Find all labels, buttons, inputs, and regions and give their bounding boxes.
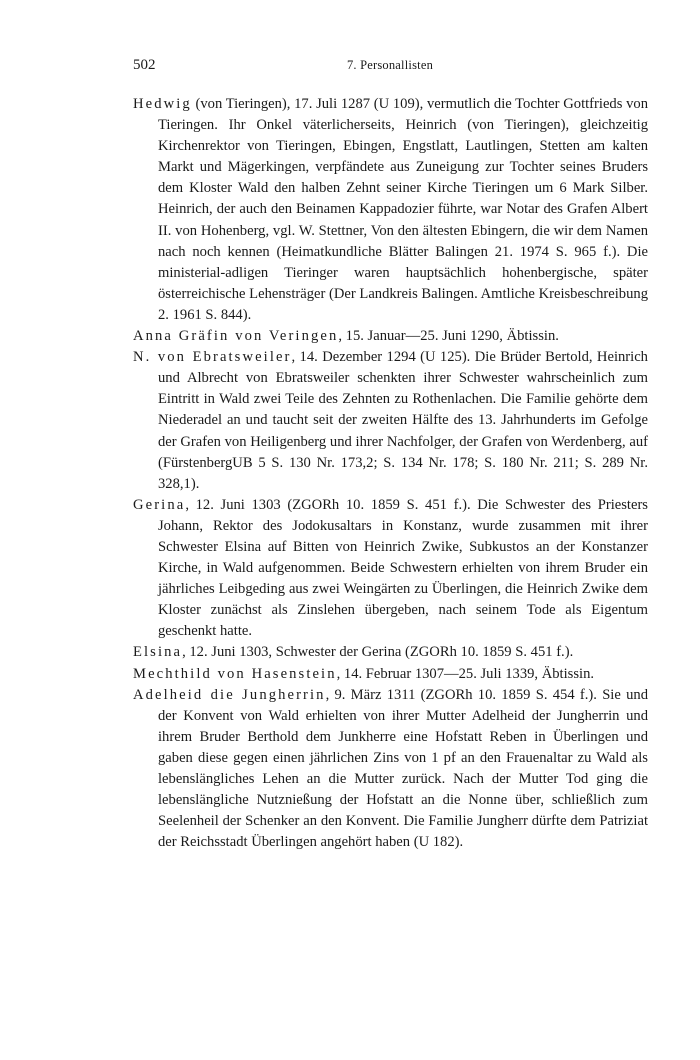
entry-text: , 15. Januar—25. Juni 1290, Äbtissin. <box>338 328 559 345</box>
entry-name: Adelheid die Jungherrin <box>133 686 326 703</box>
entry-text: (von Tieringen), 17. Juli 1287 (U 109), vermutlich die Tochter Gottfrieds von Tieringen. Ihr Onkel väterlicherseits, Heinrich (von Tieringen), gleichzeitig Kirchenrektor von Tieringen, Ebingen, Engstlatt, Lautlingen, Stetten am kalten Markt und Mägerkingen, verpfändete aus Zuneigung zur Tochter seines Bruders dem Kloster Wald den halben Zehnt seiner Kirche Tieringen um 6 Mark Silber. Heinrich, der auch den Beinamen Kappadozier führte, war Notar des Grafen Albert II. von Hohenberg, vgl. W. Stettner, Von den ältesten Ebingern, die wir dem Namen nach noch kennen (Heimatkundliche Blätter Balingen 21. 1974 S. 965 f.). Die ministerial-adligen Tieringer waren hauptsächlich hohenbergische, später österreichische Lehensträger (Der Landkreis Balingen. Amtliche Kreisbeschreibung 2. 1961 S. 844). <box>158 96 648 323</box>
entry-mechthild <box>133 664 648 685</box>
entry-elsina <box>133 642 648 663</box>
entry-n-von-ebratsweiler <box>133 347 648 495</box>
entry-text: , 14. Dezember 1294 (U 125). Die Brüder Bertold, Heinrich und Albrecht von Ebratsweiler schenkten ihrer Schwester wahrscheinlich zum Eintritt in Wald zwei Teile des Zehnten zu Rothenlachen. Die Familie gehörte dem Niederadel an und taucht seit der zweiten Hälfte des 13. Jahrhunderts im Gefolge der Grafen von Heiligenberg und ihrer Nachfolger, der Grafen von Werdenberg, auf (FürstenbergUB 5 S. 130 Nr. 173,2; S. 134 Nr. 178; S. 180 Nr. 211; S. 289 Nr. 328,1). <box>158 349 648 492</box>
entry-name: Anna Gräfin von Veringen <box>133 328 339 345</box>
entry-text: , 12. Juni 1303 (ZGORh 10. 1859 S. 451 f.). Die Schwester des Priesters Johann, Rektor des Jodokusaltars in Konstanz, wurde zusammen mit ihrer Schwester Elsina auf Bitten von Heinrich Zwike, Subkustos an der Konstanzer Kirche, in Wald aufgenommen. Beide Schwestern erhielten von ihrem Bruder ein jährliches Leibgeding aus zwei Weingärten zu Überlingen, die Heinrich Zwike dem Kloster zunächst als Zinslehen übergeben, nach seinem Tode als Eigentum geschenkt hatte. <box>158 496 648 640</box>
entry-gerina <box>133 495 648 643</box>
entry-name: N. von Ebratsweiler <box>133 349 292 366</box>
entry-text: , 12. Juni 1303, Schwester der Gerina (ZGORh 10. 1859 S. 451 f.). <box>182 644 574 661</box>
page-number: 502 <box>133 57 156 73</box>
entry-name: Mechthild von Hasenstein <box>133 665 337 682</box>
page-header <box>133 57 647 79</box>
entry-hedwig <box>133 94 648 326</box>
entry-adelheid <box>133 685 648 854</box>
entry-name: Hedwig <box>133 96 192 112</box>
entry-text: , 14. Februar 1307—25. Juli 1339, Äbtissin. <box>336 665 595 682</box>
running-head: 7. Personallisten <box>346 58 434 72</box>
entry-text: , 9. März 1311 (ZGORh 10. 1859 S. 454 f.). Sie und der Konvent von Wald erhielten von ihrer Mutter Adelheid der Jungherrin und ihrem Bruder Berthold dem Junkherre eine Hofstatt Reben in Überlingen und gaben diese gegen einen jährlichen Zins von 1 pf an den Frauenaltar zu Wald als lebenslängliches Lehen an die Mutter zurück. Nach der Mutter Tod ging die lebenslängliche Nutznießung der Hofstatt an die Nonne über, schließlich zum Seelenheil der Schenker an den Konvent. Die Familie Jungherr dürfte dem Patriziat der Reichsstadt Überlingen angehört haben (U 182). <box>158 686 648 851</box>
entry-list <box>133 94 648 853</box>
entry-name: Elsina <box>133 644 183 661</box>
entry-name: Gerina <box>133 496 186 513</box>
entry-anna <box>133 326 648 347</box>
